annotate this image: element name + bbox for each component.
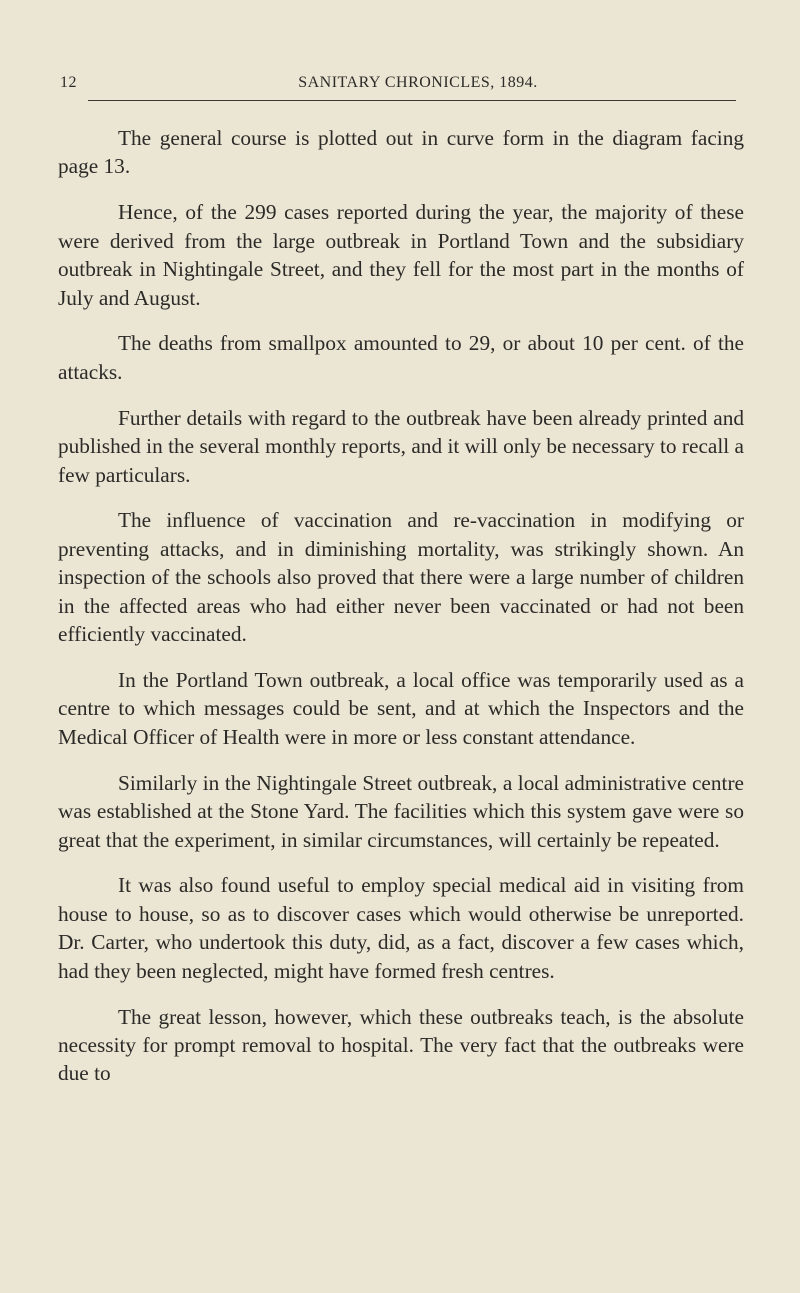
paragraph: The great lesson, however, which these outbreaks teach, is the absolute necessity for prompt removal to hospital. The very fact that the outbreaks were due to <box>58 1004 744 1086</box>
paragraph: The deaths from smallpox amounted to 29, or about 10 per cent. of the attacks. <box>58 331 744 384</box>
paragraph: The influence of vaccination and re-vaccination in modifying or preventing attacks, and in diminishing mortality, was strikingly shown. An inspection of the schools also proved that there were a large number of children in the affected areas who had either never been vaccinated or had not been efficiently vaccinated. <box>58 508 744 647</box>
page-number: 12 <box>60 74 77 91</box>
header-rule <box>88 100 736 101</box>
paragraph: Further details with regard to the outbreak have been already printed and published in the several monthly reports, and it will only be necessary to recall a few particulars. <box>58 405 744 487</box>
body-text <box>58 124 744 1105</box>
running-title: SANITARY CHRONICLES, 1894. <box>298 74 538 91</box>
paragraph: The general course is plotted out in curve form in the diagram facing page 13. <box>58 126 744 179</box>
paragraph: In the Portland Town outbreak, a local office was temporarily used as a centre to which messages could be sent, and at which the Inspectors and the Medical Officer of Health were in more or less constant attendance. <box>58 668 744 749</box>
page-header <box>58 74 748 98</box>
paragraph: It was also found useful to employ special medical aid in visiting from house to house, so as to discover cases which would otherwise be unreported. Dr. Carter, who undertook this duty, did, as a fact, discover a few cases which, had they been neglected, might have formed fresh centres. <box>58 873 744 983</box>
paragraph: Hence, of the 299 cases reported during the year, the majority of these were derived from the large outbreak in Portland Town and the subsidiary outbreak in Nightingale Street, and they fell for the most part in the months of July and August. <box>58 200 744 310</box>
paragraph: Similarly in the Nightingale Street outbreak, a local administrative centre was established at the Stone Yard. The facilities which this system gave were so great that the experiment, in similar circumstances, will certainly be repeated. <box>58 770 744 852</box>
